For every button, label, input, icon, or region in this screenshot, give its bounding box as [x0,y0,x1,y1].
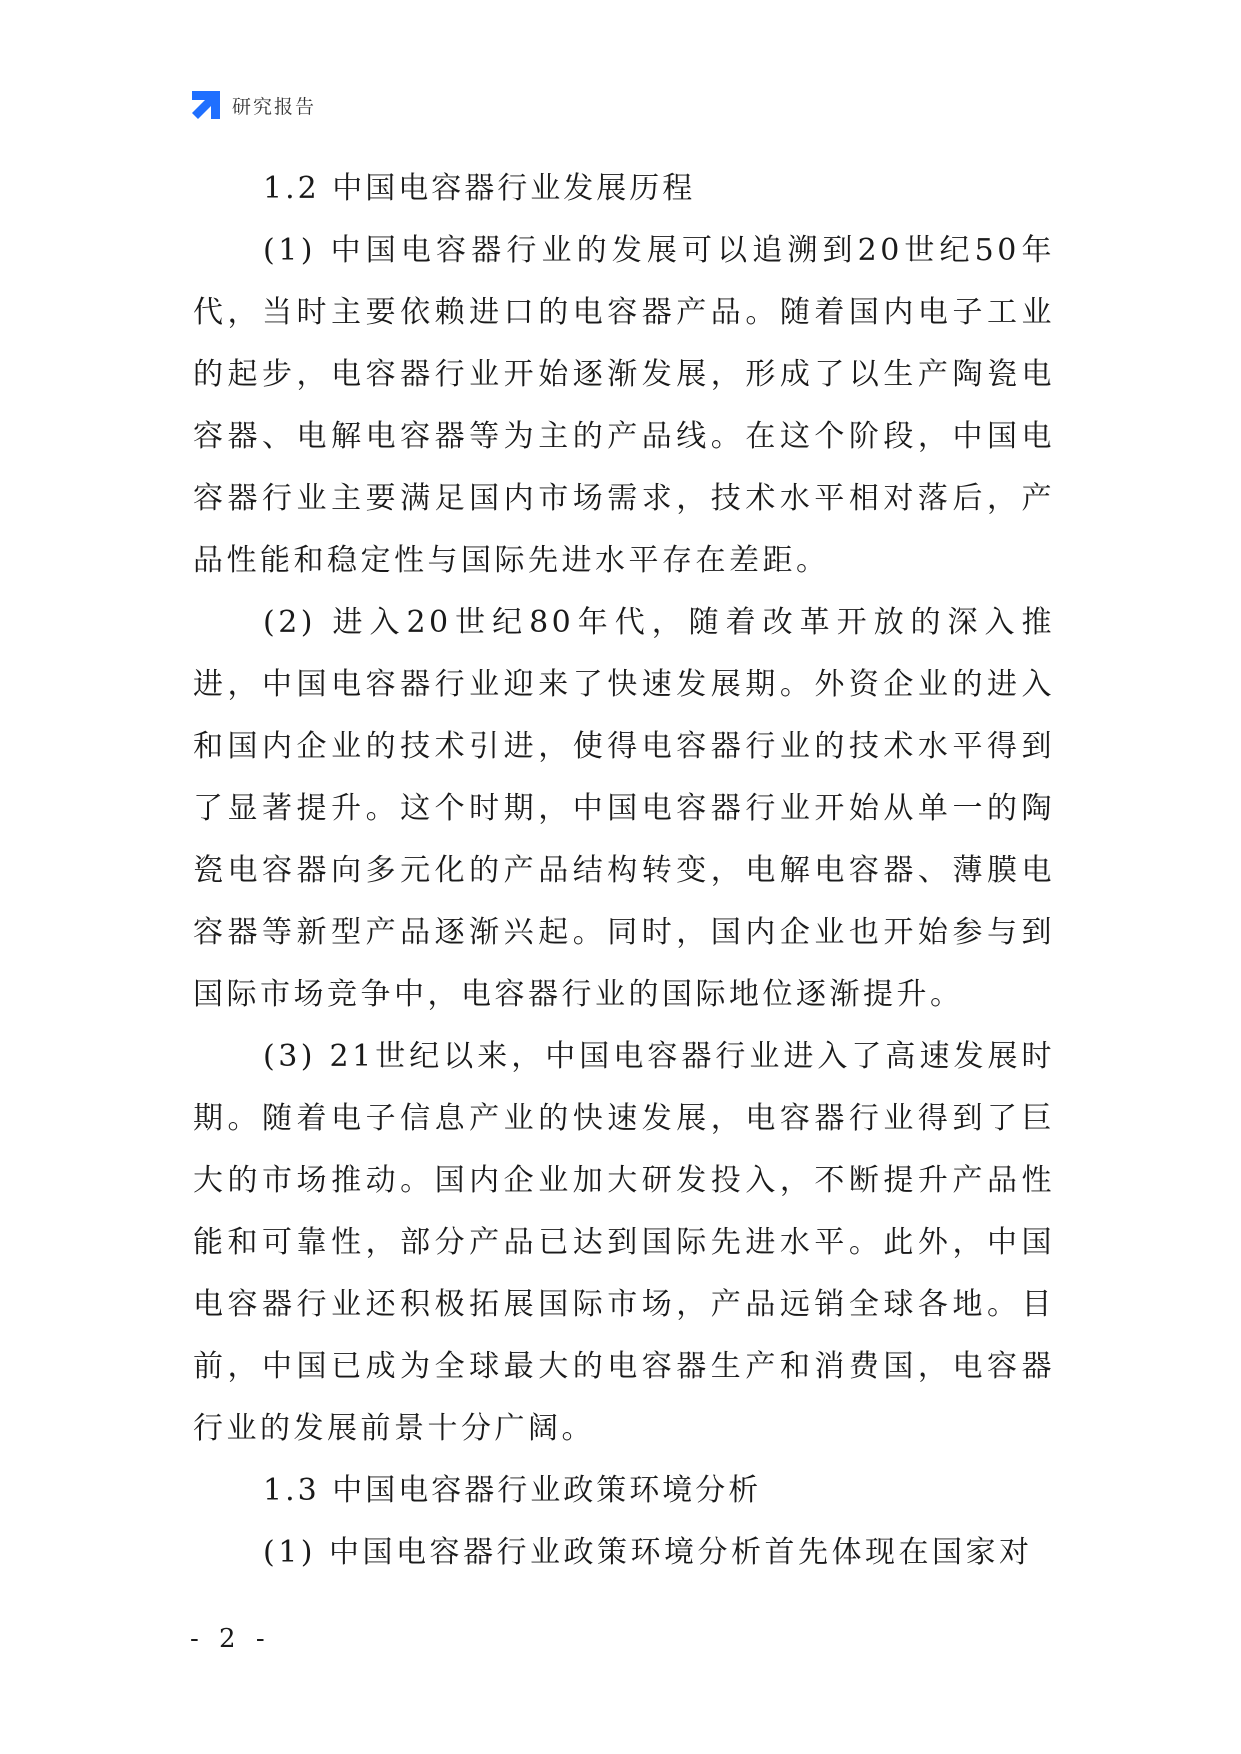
report-header [190,88,316,122]
page-number: - 2 - [190,1624,271,1654]
arrow-up-right-icon [190,89,222,121]
paragraph-1: (1) 中国电容器行业的发展可以追溯到20世纪50年代，当时主要依赖进口的电容器产品。随着国内电子工业的起步，电容器行业开始逐渐发展，形成了以生产陶瓷电容器、电解电容器等为主的产品线。在这个阶段，中国电容器行业主要满足国内市场需求，技术水平相对落后，产品性能和稳定性与国际先进水平存在差距。 [193,233,1055,578]
paragraph-4: (1) 中国电容器行业政策环境分析首先体现在国家对 [263,1535,1033,1570]
document-body [193,158,1055,1584]
header-title: 研究报告 [232,95,317,118]
paragraph-3: (3) 21世纪以来，中国电容器行业进入了高速发展时期。随着电子信息产业的快速发展，电容器行业得到了巨大的市场推动。国内企业加大研发投入，不断提升产品性能和可靠性，部分产品已达到国际先进水平。此外，中国电容器行业还积极拓展国际市场，产品远销全球各地。目前，中国已成为全球最大的电容器生产和消费国，电容器行业的发展前景十分广阔。 [193,1039,1055,1446]
section-heading-1-3: 1.3 中国电容器行业政策环境分析 [263,1473,762,1508]
section-heading-1-2: 1.2 中国电容器行业发展历程 [263,171,696,206]
paragraph-2: (2) 进入20世纪80年代，随着改革开放的深入推进，中国电容器行业迎来了快速发展期。外资企业的进入和国内企业的技术引进，使得电容器行业的技术水平得到了显著提升。这个时期，中国电容器行业开始从单一的陶瓷电容器向多元化的产品结构转变，电解电容器、薄膜电容器等新型产品逐渐兴起。同时，国内企业也开始参与到国际市场竞争中，电容器行业的国际地位逐渐提升。 [193,605,1055,1012]
